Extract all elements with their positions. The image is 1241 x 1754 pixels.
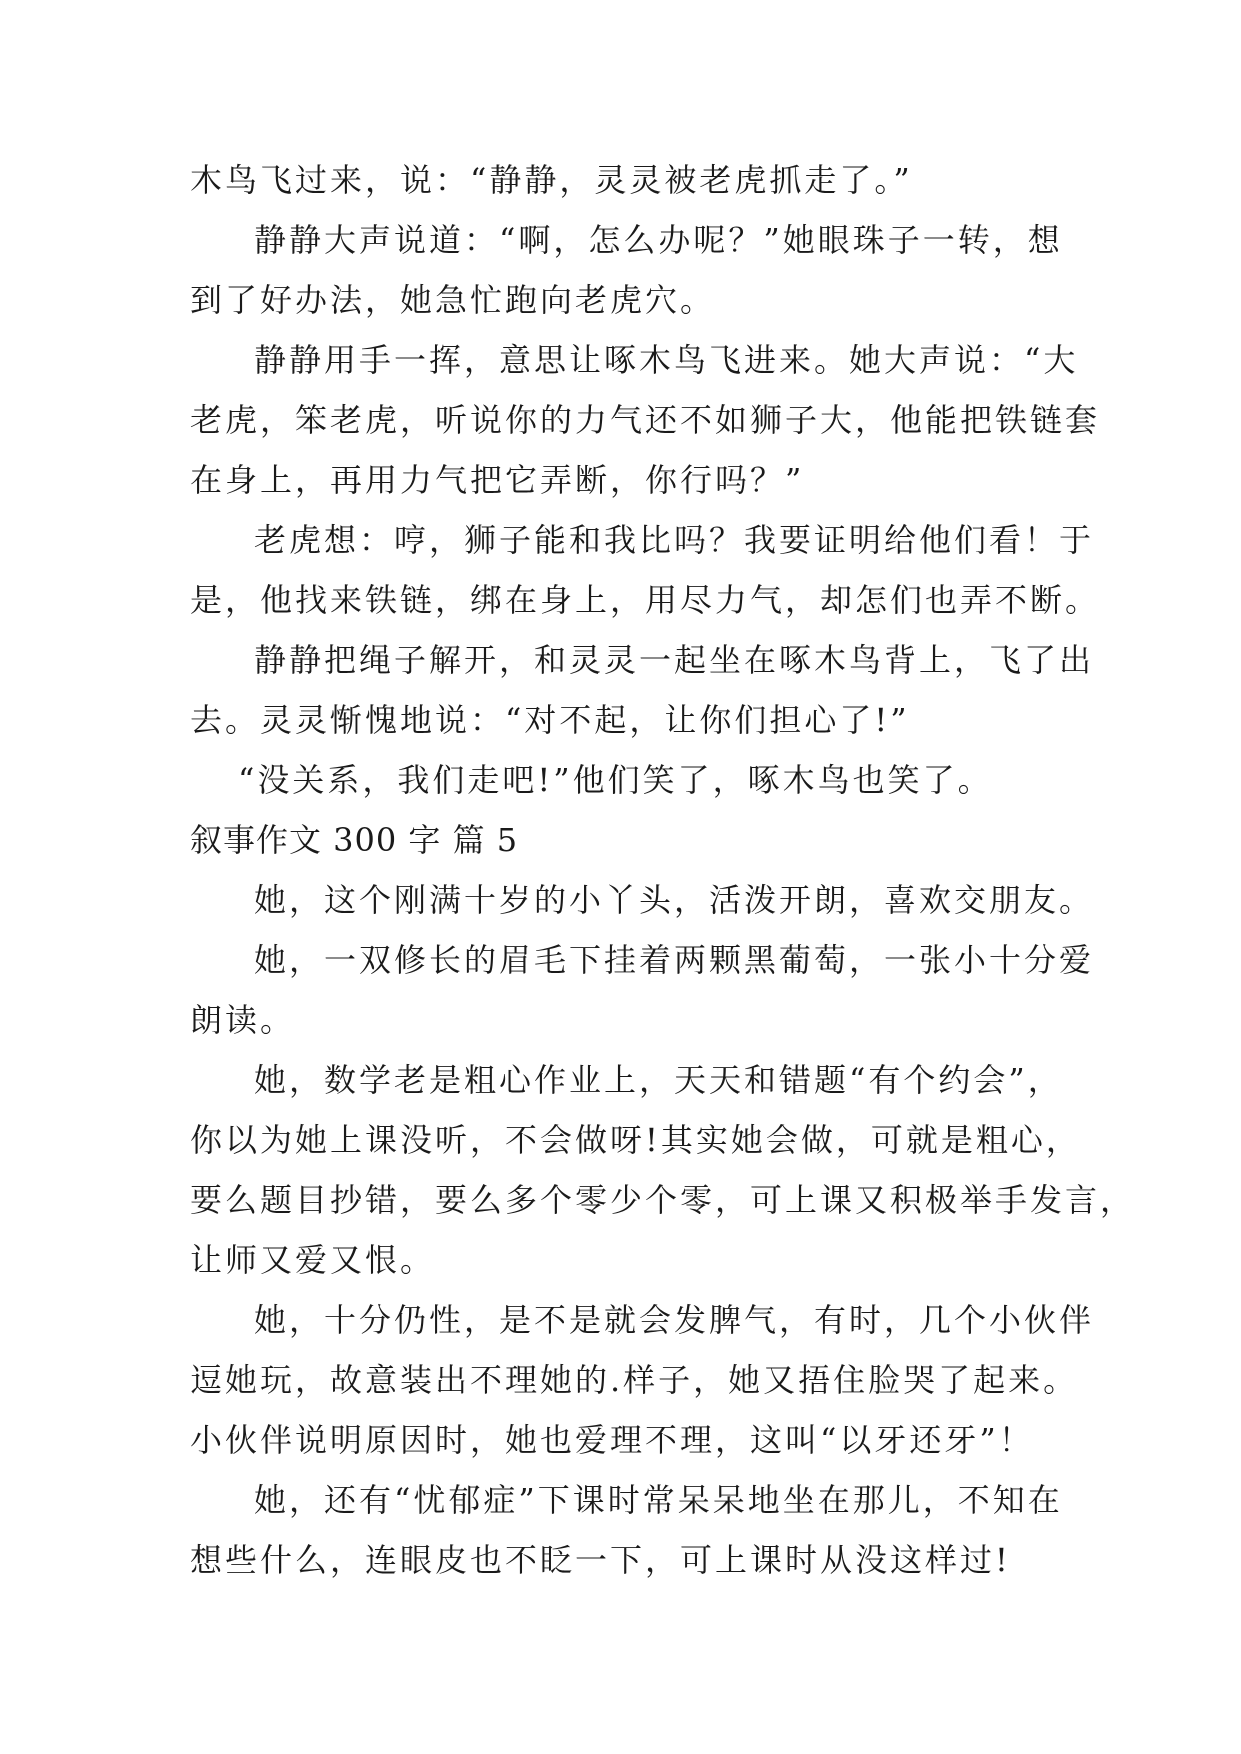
paragraph-start-line: 静静用手一挥，意思让啄木鸟飞进来。她大声说：“大 [254,341,1079,379]
paragraph-start-line: 她，一双修长的眉毛下挂着两颗黑葡萄，一张小十分爱 [254,941,1095,979]
paragraph-start-line: 她，数学老是粗心作业上，天天和错题“有个约会”， [254,1061,1063,1099]
text-line: 老虎，笨老虎，听说你的力气还不如狮子大，他能把铁链套 [190,401,1101,439]
paragraph-start-line: 静静把绳子解开，和灵灵一起坐在啄木鸟背上，飞了出 [254,641,1095,679]
text-line: 去。灵灵惭愧地说：“对不起，让你们担心了!” [190,701,910,739]
paragraph-start-line: 她，这个刚满十岁的小丫头，活泼开朗，喜欢交朋友。 [254,881,1095,919]
text-line: 是，他找来铁链，绑在身上，用尽力气，却怎们也弄不断。 [190,581,1101,619]
text-line: 要么题目抄错，要么多个零少个零，可上课又积极举手发言， [190,1181,1136,1219]
text-line: 到了好办法，她急忙跑向老虎穴。 [190,281,716,319]
text-line: 木鸟飞过来，说：“静静，灵灵被老虎抓走了。” [190,161,913,199]
paragraph-start-line: “没关系，我们走吧!”他们笑了，啄木鸟也笑了。 [238,761,993,799]
paragraph-start-line: 静静大声说道：“啊，怎么办呢？”她眼珠子一转，想 [254,221,1063,259]
text-line: 想些什么，连眼皮也不眨一下，可上课时从没这样过! [190,1541,1011,1579]
paragraph-start-line: 老虎想：哼，狮子能和我比吗？我要证明给他们看！于 [254,521,1095,559]
paragraph-start-line: 她，还有“忧郁症”下课时常呆呆地坐在那儿，不知在 [254,1481,1063,1519]
text-line: 在身上，再用力气把它弄断，你行吗？” [190,461,805,499]
text-line: 朗读。 [190,1001,296,1039]
text-line: 逗她玩，故意装出不理她的.样子，她又捂住脸哭了起来。 [190,1361,1079,1399]
text-line: 小伙伴说明原因时，她也爱理不理，这叫“以牙还牙”！ [190,1421,1034,1459]
text-line: 你以为她上课没听，不会做呀!其实她会做，可就是粗心， [190,1121,1081,1159]
paragraph-start-line: 她，十分仍性，是不是就会发脾气，有时，几个小伙伴 [254,1301,1095,1339]
text-line: 让师又爱又恨。 [190,1241,436,1279]
section-heading: 叙事作文 300 字 篇 5 [190,821,519,859]
document-body [190,150,1136,1590]
